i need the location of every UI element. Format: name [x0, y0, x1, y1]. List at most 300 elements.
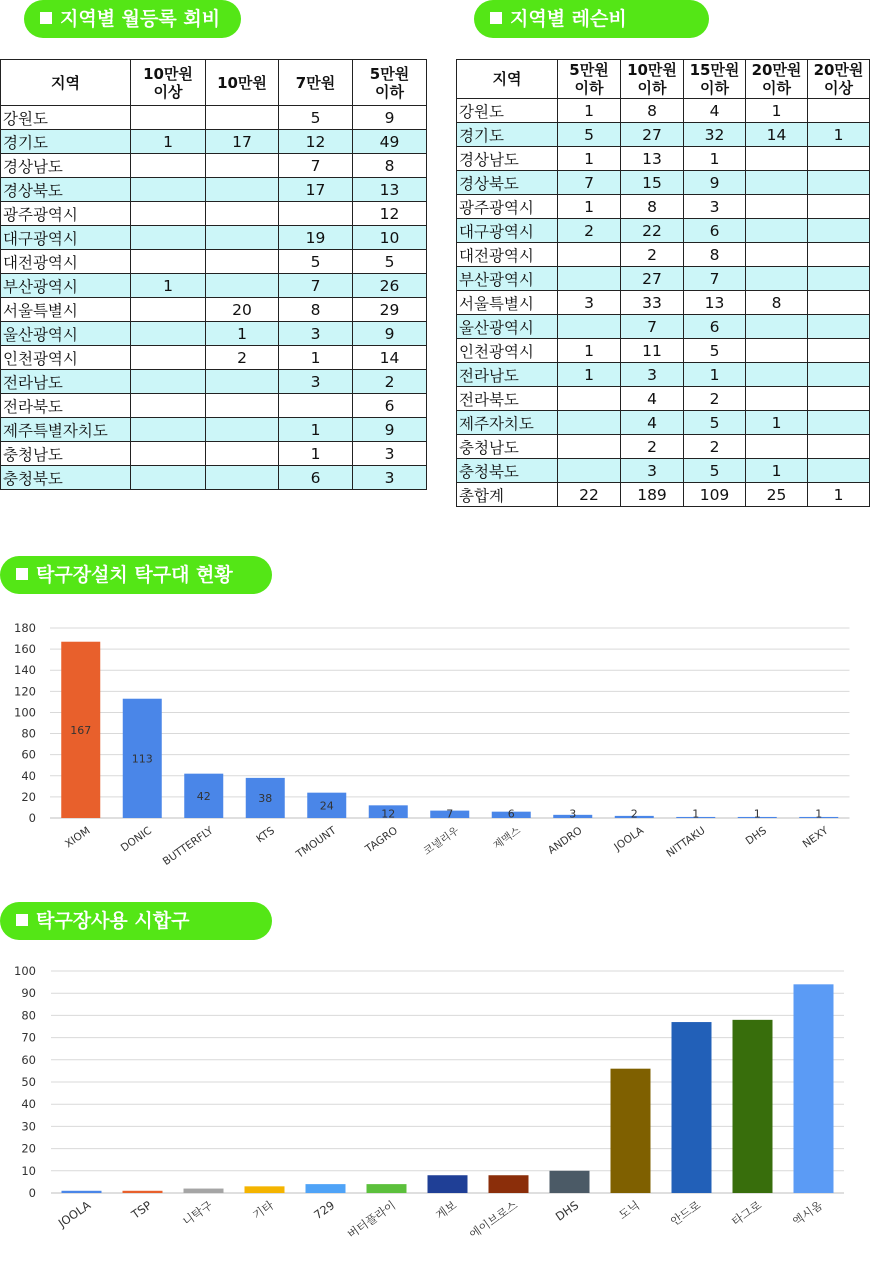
region-cell: 강원도 [457, 99, 558, 123]
x-tick-label: NITTAKU [664, 824, 708, 860]
column-header: 15만원 이하 [684, 60, 746, 99]
value-cell: 29 [353, 298, 427, 322]
value-cell: 14 [746, 123, 808, 147]
value-cell [558, 435, 621, 459]
value-cell: 19 [279, 226, 353, 250]
bar [733, 1020, 773, 1193]
table-row [1, 394, 427, 418]
value-cell [206, 370, 279, 394]
region-cell: 경상남도 [457, 147, 558, 171]
region-cell: 대전광역시 [1, 250, 131, 274]
value-cell: 6 [279, 466, 353, 490]
column-header: 5만원 이하 [353, 60, 427, 106]
value-cell [131, 394, 206, 418]
data-label: 1 [753, 807, 761, 821]
region-cell: 대전광역시 [457, 243, 558, 267]
value-cell [206, 394, 279, 418]
x-tick-label: TAGRO [363, 824, 400, 856]
value-cell: 2 [621, 243, 684, 267]
value-cell [746, 219, 808, 243]
table-row [1, 418, 427, 442]
value-cell [131, 346, 206, 370]
y-tick-label: 50 [21, 1075, 36, 1089]
y-tick-label: 20 [21, 1141, 36, 1156]
value-cell [206, 418, 279, 442]
value-cell [808, 267, 870, 291]
value-cell: 6 [353, 394, 427, 418]
x-tick-label: 에이브로스 [466, 1197, 521, 1242]
tables-chart-title [0, 556, 272, 594]
value-cell [206, 154, 279, 178]
region-cell: 충청북도 [1, 466, 131, 490]
value-cell: 1 [746, 411, 808, 435]
value-cell: 5 [353, 250, 427, 274]
table-row [1, 130, 427, 154]
lesson-section-title-text: 지역별 레슨비 [510, 8, 627, 30]
data-label: 167 [70, 723, 92, 737]
region-cell: 부산광역시 [457, 267, 558, 291]
value-cell: 9 [353, 322, 427, 346]
table-row [457, 387, 870, 411]
x-tick-label: TMOUNT [294, 824, 339, 861]
y-tick-label: 180 [14, 621, 36, 635]
value-cell: 1 [558, 99, 621, 123]
value-cell: 1 [684, 147, 746, 171]
region-cell: 강원도 [1, 106, 131, 130]
value-cell: 7 [621, 315, 684, 339]
table-row [1, 106, 427, 130]
value-cell [808, 315, 870, 339]
table-row [457, 339, 870, 363]
square-bullet-icon [16, 568, 28, 580]
value-cell: 11 [621, 339, 684, 363]
value-cell: 14 [353, 346, 427, 370]
value-cell [746, 147, 808, 171]
x-tick-label: DHS [552, 1197, 582, 1224]
value-cell: 2 [206, 346, 279, 370]
value-cell [131, 226, 206, 250]
value-cell: 9 [684, 171, 746, 195]
bar [62, 1191, 102, 1193]
rubber-chart-title [0, 902, 272, 940]
x-tick-label: XIOM [62, 824, 93, 851]
table-row [457, 123, 870, 147]
value-cell: 1 [279, 418, 353, 442]
value-cell: 4 [621, 387, 684, 411]
value-cell [808, 243, 870, 267]
value-cell: 27 [621, 123, 684, 147]
rubber-bar-chart [0, 960, 870, 1260]
value-cell: 32 [684, 123, 746, 147]
data-label: 6 [507, 807, 515, 821]
table-row [457, 219, 870, 243]
x-tick-label: JOOLA [55, 1197, 94, 1231]
value-cell [558, 267, 621, 291]
data-label: 113 [131, 752, 153, 766]
value-cell [746, 171, 808, 195]
value-cell: 1 [746, 99, 808, 123]
y-tick-label: 40 [21, 1097, 36, 1112]
value-cell [558, 243, 621, 267]
bar [184, 1189, 224, 1193]
value-cell: 3 [353, 442, 427, 466]
value-cell [808, 291, 870, 315]
x-tick-label: KTS [254, 824, 277, 846]
value-cell [746, 363, 808, 387]
region-cell: 전라북도 [457, 387, 558, 411]
value-cell: 7 [279, 154, 353, 178]
x-tick-label: 버터플라이 [344, 1197, 399, 1242]
value-cell: 8 [279, 298, 353, 322]
value-cell [279, 394, 353, 418]
value-cell [206, 202, 279, 226]
value-cell [131, 466, 206, 490]
value-cell: 5 [279, 106, 353, 130]
table-row [1, 154, 427, 178]
region-cell: 서울특별시 [457, 291, 558, 315]
bar [428, 1175, 468, 1193]
value-cell: 6 [684, 219, 746, 243]
region-cell: 경기도 [457, 123, 558, 147]
value-cell: 1 [558, 195, 621, 219]
value-cell: 8 [353, 154, 427, 178]
region-cell: 광주광역시 [457, 195, 558, 219]
table-row [457, 99, 870, 123]
data-label: 7 [446, 807, 454, 821]
value-cell [808, 147, 870, 171]
value-cell [808, 411, 870, 435]
value-cell [131, 298, 206, 322]
column-header: 10만원 이상 [131, 60, 206, 106]
column-header: 5만원 이하 [558, 60, 621, 99]
value-cell: 1 [684, 363, 746, 387]
value-cell [206, 274, 279, 298]
value-cell: 1 [279, 346, 353, 370]
region-cell: 충청남도 [457, 435, 558, 459]
value-cell: 1 [279, 442, 353, 466]
y-tick-label: 40 [21, 768, 36, 783]
value-cell: 5 [684, 459, 746, 483]
region-cell: 전라남도 [1, 370, 131, 394]
x-tick-label: NEXY [800, 824, 831, 851]
data-label: 38 [258, 791, 273, 805]
value-cell: 13 [621, 147, 684, 171]
bar [611, 1069, 651, 1193]
table-row [1, 202, 427, 226]
value-cell: 2 [684, 435, 746, 459]
x-tick-label: JOOLA [612, 824, 646, 854]
bar [672, 1022, 712, 1193]
value-cell: 7 [684, 267, 746, 291]
region-cell: 전라남도 [457, 363, 558, 387]
x-tick-label: 니탁구 [179, 1197, 216, 1229]
value-cell: 3 [684, 195, 746, 219]
fee-table-header-row [1, 60, 427, 106]
value-cell: 8 [621, 195, 684, 219]
table-row [1, 370, 427, 394]
y-tick-label: 20 [21, 789, 36, 804]
region-cell: 울산광역시 [1, 322, 131, 346]
data-label: 3 [569, 807, 577, 821]
value-cell [746, 195, 808, 219]
lesson-section-title [474, 0, 709, 38]
value-cell [808, 171, 870, 195]
value-cell: 8 [684, 243, 746, 267]
value-cell: 3 [279, 370, 353, 394]
column-header: 10만원 [206, 60, 279, 106]
y-tick-label: 100 [14, 964, 36, 978]
lesson-table [456, 59, 870, 507]
tables-bar-chart [0, 615, 870, 875]
table-row [457, 195, 870, 219]
value-cell: 27 [621, 267, 684, 291]
region-cell: 대구광역시 [457, 219, 558, 243]
value-cell: 49 [353, 130, 427, 154]
value-cell: 2 [621, 435, 684, 459]
x-tick-label: 안드로 [667, 1197, 704, 1229]
region-cell: 대구광역시 [1, 226, 131, 250]
x-tick-label: 코넬리우 [421, 824, 462, 858]
x-tick-label: 729 [311, 1197, 338, 1223]
x-tick-label: 제맥스 [491, 824, 523, 852]
value-cell: 25 [746, 483, 808, 507]
table-row [1, 274, 427, 298]
region-cell: 인천광역시 [1, 346, 131, 370]
x-tick-label: 타그로 [728, 1197, 765, 1229]
fee-table [0, 59, 427, 490]
value-cell: 2 [353, 370, 427, 394]
table-row [1, 346, 427, 370]
value-cell: 13 [353, 178, 427, 202]
bar [550, 1171, 590, 1193]
fee-section-title [24, 0, 241, 38]
value-cell: 10 [353, 226, 427, 250]
value-cell: 3 [279, 322, 353, 346]
region-cell: 경기도 [1, 130, 131, 154]
region-cell: 경상북도 [457, 171, 558, 195]
value-cell [746, 339, 808, 363]
bar [245, 1186, 285, 1193]
value-cell [558, 459, 621, 483]
value-cell [746, 243, 808, 267]
table-row [457, 267, 870, 291]
value-cell [206, 442, 279, 466]
value-cell: 1 [131, 130, 206, 154]
column-header: 10만원 이하 [621, 60, 684, 99]
x-tick-label: DONIC [118, 824, 154, 855]
rubber-chart-title-text: 탁구장사용 시합구 [36, 910, 190, 932]
value-cell [808, 219, 870, 243]
fee-section-title-text: 지역별 월등록 회비 [60, 8, 221, 30]
value-cell [206, 250, 279, 274]
region-cell: 울산광역시 [457, 315, 558, 339]
value-cell: 1 [206, 322, 279, 346]
region-cell: 제주특별자치도 [1, 418, 131, 442]
y-tick-label: 160 [14, 642, 36, 657]
column-header: 지역 [457, 60, 558, 99]
y-tick-label: 80 [21, 1008, 36, 1023]
square-bullet-icon [40, 12, 52, 24]
bar [123, 1191, 163, 1193]
region-cell: 충청북도 [457, 459, 558, 483]
data-label: 2 [630, 807, 638, 821]
y-tick-label: 60 [21, 747, 36, 762]
value-cell: 189 [621, 483, 684, 507]
value-cell: 3 [621, 363, 684, 387]
value-cell: 1 [746, 459, 808, 483]
bar [489, 1175, 529, 1193]
value-cell [131, 322, 206, 346]
region-cell: 전라북도 [1, 394, 131, 418]
value-cell [279, 202, 353, 226]
x-tick-label: 도닉 [615, 1197, 643, 1223]
data-label: 42 [196, 789, 211, 803]
x-tick-label: BUTTERFLY [160, 824, 216, 868]
table-row [1, 298, 427, 322]
value-cell: 5 [279, 250, 353, 274]
value-cell [808, 195, 870, 219]
value-cell [206, 466, 279, 490]
y-tick-label: 10 [21, 1163, 36, 1178]
bar [306, 1184, 346, 1193]
value-cell: 5 [684, 411, 746, 435]
value-cell: 1 [558, 363, 621, 387]
table-row [1, 250, 427, 274]
value-cell [131, 178, 206, 202]
value-cell [746, 315, 808, 339]
bar [794, 984, 834, 1193]
region-cell: 제주자치도 [457, 411, 558, 435]
data-label: 24 [319, 799, 334, 813]
table-row [457, 171, 870, 195]
value-cell [808, 459, 870, 483]
value-cell: 13 [684, 291, 746, 315]
column-header: 지역 [1, 60, 131, 106]
value-cell [746, 387, 808, 411]
table-row [457, 243, 870, 267]
value-cell: 7 [279, 274, 353, 298]
value-cell: 12 [353, 202, 427, 226]
y-tick-label: 60 [21, 1052, 36, 1067]
bar [367, 1184, 407, 1193]
data-label: 1 [815, 807, 823, 821]
region-cell: 경상남도 [1, 154, 131, 178]
tables-chart-title-text: 탁구장설치 탁구대 현황 [36, 564, 233, 586]
value-cell: 1 [558, 339, 621, 363]
value-cell [558, 387, 621, 411]
region-cell: 부산광역시 [1, 274, 131, 298]
value-cell: 15 [621, 171, 684, 195]
table-row [457, 147, 870, 171]
y-tick-label: 100 [14, 705, 36, 720]
table-row [1, 442, 427, 466]
value-cell [131, 250, 206, 274]
value-cell [746, 267, 808, 291]
value-cell [206, 106, 279, 130]
value-cell [131, 106, 206, 130]
region-cell: 경상북도 [1, 178, 131, 202]
x-tick-label: TSP [128, 1197, 155, 1222]
value-cell: 22 [558, 483, 621, 507]
y-tick-label: 90 [21, 986, 36, 1001]
y-tick-label: 70 [21, 1030, 36, 1045]
value-cell: 1 [558, 147, 621, 171]
value-cell [206, 178, 279, 202]
x-tick-label: 기타 [249, 1197, 277, 1223]
value-cell [131, 154, 206, 178]
value-cell: 3 [621, 459, 684, 483]
value-cell [206, 226, 279, 250]
value-cell: 5 [684, 339, 746, 363]
value-cell: 12 [279, 130, 353, 154]
value-cell [131, 442, 206, 466]
y-tick-label: 80 [21, 726, 36, 741]
table-row [1, 466, 427, 490]
value-cell: 4 [621, 411, 684, 435]
value-cell: 9 [353, 106, 427, 130]
lesson-table-header-row [457, 60, 870, 99]
region-cell: 인천광역시 [457, 339, 558, 363]
data-label: 1 [692, 807, 700, 821]
value-cell: 4 [684, 99, 746, 123]
table-row [457, 315, 870, 339]
value-cell: 1 [808, 123, 870, 147]
value-cell: 17 [279, 178, 353, 202]
value-cell: 5 [558, 123, 621, 147]
value-cell: 8 [746, 291, 808, 315]
value-cell [808, 363, 870, 387]
value-cell [808, 339, 870, 363]
value-cell: 26 [353, 274, 427, 298]
region-cell: 충청남도 [1, 442, 131, 466]
column-header: 7만원 [279, 60, 353, 106]
value-cell [131, 370, 206, 394]
value-cell [558, 315, 621, 339]
region-cell: 서울특별시 [1, 298, 131, 322]
square-bullet-icon [16, 914, 28, 926]
value-cell: 17 [206, 130, 279, 154]
data-label: 12 [381, 807, 396, 821]
table-row [457, 435, 870, 459]
x-tick-label: 엑시옴 [789, 1197, 826, 1229]
y-tick-label: 140 [14, 663, 36, 678]
table-row [457, 459, 870, 483]
column-header: 20만원 이상 [808, 60, 870, 99]
value-cell [558, 411, 621, 435]
x-tick-label: ANDRO [545, 824, 585, 857]
table-row [1, 178, 427, 202]
value-cell: 9 [353, 418, 427, 442]
value-cell [808, 387, 870, 411]
value-cell: 1 [131, 274, 206, 298]
value-cell: 2 [558, 219, 621, 243]
y-tick-label: 30 [21, 1119, 36, 1134]
region-cell: 총합계 [457, 483, 558, 507]
y-tick-label: 0 [28, 811, 36, 825]
value-cell: 3 [558, 291, 621, 315]
table-row [457, 483, 870, 507]
value-cell: 2 [684, 387, 746, 411]
value-cell: 3 [353, 466, 427, 490]
value-cell [131, 418, 206, 442]
x-tick-label: DHS [743, 824, 769, 848]
value-cell: 33 [621, 291, 684, 315]
y-tick-label: 120 [14, 684, 36, 699]
table-row [1, 226, 427, 250]
value-cell: 22 [621, 219, 684, 243]
table-row [457, 411, 870, 435]
table-row [457, 363, 870, 387]
